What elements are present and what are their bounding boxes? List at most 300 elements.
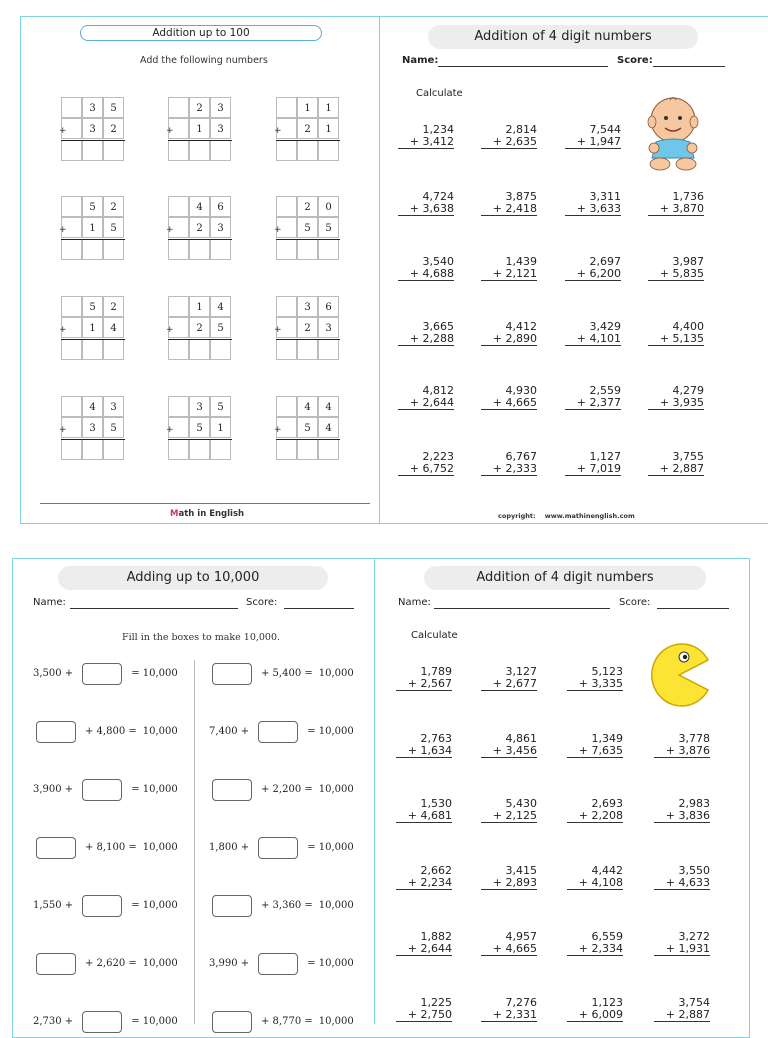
addend-top: 7,276 [505, 996, 537, 1009]
addend-bottom: + 4,665 [481, 943, 537, 956]
ws2-score-label: Score: [617, 55, 653, 66]
addend-top: 4,442 [591, 864, 623, 877]
ws1-footer-line [40, 503, 370, 504]
ws2-problem [648, 256, 704, 281]
ws3-equation-right [206, 778, 357, 802]
plus-sign: + [274, 126, 282, 136]
ws4-problem [396, 798, 452, 823]
answer-box[interactable] [82, 663, 122, 685]
digit-cell: 1 [82, 217, 103, 238]
ws2-problem [398, 256, 454, 281]
addend-bottom: + 2,893 [481, 877, 537, 890]
ws3-equation-right [206, 1010, 357, 1034]
ws2-problem [481, 256, 537, 281]
sum-rule [276, 239, 340, 240]
digit-cell: 4 [210, 296, 231, 317]
answer-cell[interactable] [276, 140, 297, 161]
digit-cell [61, 296, 82, 317]
addend-top: 4,861 [505, 732, 537, 745]
ws2-problem [481, 321, 537, 346]
addend-bottom: + 2,331 [481, 1009, 537, 1022]
answer-box[interactable] [212, 895, 252, 917]
ws2-calc-label: Calculate [416, 88, 463, 99]
answer-cell[interactable] [82, 339, 103, 360]
sum-rule [168, 239, 232, 240]
equation-text: 1,800 + [209, 842, 250, 853]
plus-sign: + [59, 126, 67, 136]
addend-bottom: + 2,288 [398, 333, 454, 346]
brand-m: M [170, 509, 179, 519]
equation-text: 10,000 [142, 958, 178, 969]
addend-top: 4,930 [505, 384, 537, 397]
ws3-equation-right [206, 836, 357, 860]
addend-bottom: + 2,125 [481, 810, 537, 823]
addend-bottom: + 6,752 [398, 463, 454, 476]
addend-bottom: + 4,688 [398, 268, 454, 281]
plus-sign: + [59, 325, 67, 335]
equation-text: 3,500 + [33, 668, 74, 679]
answer-box[interactable] [36, 721, 76, 743]
digit-cell: 5 [82, 296, 103, 317]
sum-rule [276, 140, 340, 141]
addend-bottom: + 4,633 [654, 877, 710, 890]
digit-cell: 1 [82, 317, 103, 338]
addend-bottom: + 2,750 [396, 1009, 452, 1022]
ws2-problem [481, 385, 537, 410]
ws4-title: Addition of 4 digit numbers [424, 566, 706, 590]
answer-cell[interactable] [210, 140, 231, 161]
equation-text: 3,900 + [33, 784, 74, 795]
addend-bottom: + 2,887 [648, 463, 704, 476]
addend-top: 3,755 [672, 450, 704, 463]
digit-cell [276, 296, 297, 317]
pacman-illustration [648, 642, 710, 708]
ws2-name-label: Name: [402, 55, 439, 66]
answer-box[interactable] [212, 663, 252, 685]
addend-top: 2,223 [422, 450, 454, 463]
addend-top: 6,559 [591, 930, 623, 943]
answer-cell[interactable] [276, 339, 297, 360]
plus-sign: + [274, 425, 282, 435]
answer-cell[interactable] [318, 239, 339, 260]
ws4-problem [481, 733, 537, 758]
addend-top: 1,123 [591, 996, 623, 1009]
ws1-instruction: Add the following numbers [140, 55, 268, 66]
answer-box[interactable] [258, 837, 298, 859]
ws4-problem [396, 666, 452, 691]
addend-bottom: + 2,887 [654, 1009, 710, 1022]
addend-top: 1,736 [672, 190, 704, 203]
answer-cell[interactable] [82, 439, 103, 460]
digit-cell: 3 [210, 97, 231, 118]
addend-bottom: + 1,931 [654, 943, 710, 956]
answer-box[interactable] [82, 895, 122, 917]
answer-box[interactable] [36, 953, 76, 975]
ws3-equation-left [30, 720, 181, 744]
ws2-problem [648, 385, 704, 410]
ws4-name-label: Name: [398, 597, 431, 608]
ws2-copyright [498, 512, 635, 520]
digit-cell [276, 396, 297, 417]
digit-cell: 4 [189, 196, 210, 217]
digit-cell: 3 [210, 118, 231, 139]
ws4-score-label: Score: [619, 597, 651, 608]
addend-bottom: + 3,638 [398, 203, 454, 216]
equation-text: + 2,200 = [261, 784, 313, 795]
answer-cell[interactable] [61, 140, 82, 161]
sum-rule [61, 140, 125, 141]
plus-sign: + [59, 425, 67, 435]
equation-text: = 10,000 [307, 958, 354, 969]
addend-bottom: + 4,101 [565, 333, 621, 346]
ws4-problem [654, 733, 710, 758]
plus-sign: + [166, 225, 174, 235]
sum-rule [168, 439, 232, 440]
digit-cell: 5 [189, 417, 210, 438]
ws1-problem [276, 396, 340, 461]
addend-bottom: + 2,334 [567, 943, 623, 956]
equation-text: 10,000 [318, 784, 354, 795]
ws1-problem [276, 296, 340, 361]
answer-cell[interactable] [318, 439, 339, 460]
answer-cell[interactable] [103, 239, 124, 260]
addend-bottom: + 4,665 [481, 397, 537, 410]
addend-bottom: + 2,418 [481, 203, 537, 216]
ws2-problem [648, 451, 704, 476]
sum-rule [168, 140, 232, 141]
addend-top: 3,550 [678, 864, 710, 877]
addend-top: 6,767 [505, 450, 537, 463]
plus-sign: + [166, 325, 174, 335]
answer-cell[interactable] [61, 439, 82, 460]
ws1-brand [170, 509, 244, 519]
addend-top: 4,279 [672, 384, 704, 397]
addend-bottom: + 3,836 [654, 810, 710, 823]
ws4-name-line[interactable] [434, 608, 610, 609]
digit-cell: 2 [189, 217, 210, 238]
addend-top: 4,412 [505, 320, 537, 333]
answer-cell[interactable] [297, 140, 318, 161]
addend-top: 3,311 [589, 190, 621, 203]
digit-cell [168, 196, 189, 217]
ws3-equation-right [206, 894, 357, 918]
ws2-problem [565, 451, 621, 476]
addend-bottom: + 3,633 [565, 203, 621, 216]
ws3-name-line[interactable] [70, 608, 238, 609]
ws4-problem [567, 931, 623, 956]
plus-sign: + [166, 425, 174, 435]
digit-cell: 5 [82, 196, 103, 217]
answer-cell[interactable] [103, 339, 124, 360]
equation-text: 7,400 + [209, 726, 250, 737]
ws2-problem [648, 191, 704, 216]
digit-cell: 5 [103, 417, 124, 438]
addend-bottom: + 5,135 [648, 333, 704, 346]
ws4-problem [481, 865, 537, 890]
equation-text: + 5,400 = [261, 668, 313, 679]
addend-top: 1,225 [420, 996, 452, 1009]
addend-bottom: + 3,335 [567, 678, 623, 691]
answer-cell[interactable] [168, 439, 189, 460]
ws2-title: Addition of 4 digit numbers [428, 25, 698, 49]
bottom-divider [374, 558, 375, 1024]
answer-cell[interactable] [276, 439, 297, 460]
ws2-problem [398, 191, 454, 216]
addend-bottom: + 4,681 [396, 810, 452, 823]
ws3-instruction: Fill in the boxes to make 10,000. [122, 632, 281, 643]
answer-cell[interactable] [189, 239, 210, 260]
addend-bottom: + 2,121 [481, 268, 537, 281]
copyright-label: copyright: [498, 512, 536, 520]
answer-cell[interactable] [82, 140, 103, 161]
ws2-problem [565, 385, 621, 410]
answer-cell[interactable] [189, 439, 210, 460]
answer-box[interactable] [212, 779, 252, 801]
plus-sign: + [59, 225, 67, 235]
digit-cell: 6 [318, 296, 339, 317]
addend-bottom: + 1,947 [565, 136, 621, 149]
sum-rule [61, 439, 125, 440]
digit-cell: 3 [297, 296, 318, 317]
addend-top: 3,415 [505, 864, 537, 877]
answer-cell[interactable] [297, 339, 318, 360]
equation-text: = 10,000 [131, 900, 178, 911]
digit-cell: 4 [318, 417, 339, 438]
digit-cell: 2 [189, 97, 210, 118]
addend-top: 1,530 [420, 797, 452, 810]
ws4-problem [396, 733, 452, 758]
sum-rule [168, 339, 232, 340]
answer-cell[interactable] [189, 339, 210, 360]
answer-cell[interactable] [168, 239, 189, 260]
answer-cell[interactable] [318, 140, 339, 161]
ws4-score-line[interactable] [657, 608, 729, 609]
equation-text: = 10,000 [307, 842, 354, 853]
addend-top: 2,559 [589, 384, 621, 397]
ws4-problem [567, 997, 623, 1022]
equation-text: + 4,800 = [85, 726, 137, 737]
addend-top: 2,983 [678, 797, 710, 810]
ws3-title: Adding up to 10,000 [58, 566, 328, 590]
ws1-problem [168, 396, 232, 461]
ws2-problem [565, 321, 621, 346]
answer-box[interactable] [258, 721, 298, 743]
addend-top: 1,789 [420, 665, 452, 678]
digit-cell: 1 [189, 118, 210, 139]
ws4-problem [481, 997, 537, 1022]
digit-cell [276, 196, 297, 217]
sum-rule [276, 339, 340, 340]
equation-text: = 10,000 [131, 668, 178, 679]
addend-top: 3,429 [589, 320, 621, 333]
digit-cell [61, 97, 82, 118]
answer-cell[interactable] [61, 339, 82, 360]
addend-top: 1,882 [420, 930, 452, 943]
ws1-problem [61, 396, 125, 461]
ws2-problem [481, 124, 537, 149]
answer-cell[interactable] [210, 439, 231, 460]
addend-top: 3,987 [672, 255, 704, 268]
digit-cell: 1 [318, 118, 339, 139]
ws4-problem [481, 931, 537, 956]
digit-cell: 1 [210, 417, 231, 438]
answer-cell[interactable] [168, 140, 189, 161]
ws3-score-label: Score: [246, 597, 278, 608]
digit-cell: 6 [210, 196, 231, 217]
digit-cell: 5 [210, 396, 231, 417]
digit-cell: 3 [210, 217, 231, 238]
ws2-problem [565, 124, 621, 149]
digit-cell [276, 97, 297, 118]
digit-cell [168, 97, 189, 118]
digit-cell: 2 [103, 118, 124, 139]
addend-bottom: + 2,333 [481, 463, 537, 476]
digit-cell: 5 [297, 217, 318, 238]
addend-top: 1,234 [422, 123, 454, 136]
addend-top: 4,812 [422, 384, 454, 397]
ws1-problem [61, 196, 125, 261]
digit-cell: 1 [297, 97, 318, 118]
answer-cell[interactable] [82, 239, 103, 260]
ws2-problem [481, 191, 537, 216]
digit-cell: 4 [103, 317, 124, 338]
digit-cell: 2 [103, 296, 124, 317]
answer-cell[interactable] [61, 239, 82, 260]
ws4-problem [396, 997, 452, 1022]
addend-top: 3,778 [678, 732, 710, 745]
ws1-problem [168, 97, 232, 162]
addend-bottom: + 2,567 [396, 678, 452, 691]
ws2-score-line[interactable] [653, 66, 725, 67]
ws4-problem [567, 865, 623, 890]
addend-bottom: + 2,208 [567, 810, 623, 823]
addend-bottom: + 3,870 [648, 203, 704, 216]
digit-cell: 4 [82, 396, 103, 417]
answer-cell[interactable] [297, 239, 318, 260]
answer-cell[interactable] [297, 439, 318, 460]
ws1-problem [61, 296, 125, 361]
answer-box[interactable] [82, 1011, 122, 1033]
equation-text: + 8,100 = [85, 842, 137, 853]
addend-bottom: + 2,644 [398, 397, 454, 410]
addend-bottom: + 6,009 [567, 1009, 623, 1022]
addend-bottom: + 3,935 [648, 397, 704, 410]
digit-cell [168, 296, 189, 317]
answer-cell[interactable] [318, 339, 339, 360]
addend-bottom: + 1,634 [396, 745, 452, 758]
addend-top: 1,439 [505, 255, 537, 268]
addend-bottom: + 2,234 [396, 877, 452, 890]
top-divider [379, 16, 380, 524]
ws1-title: Addition up to 100 [80, 25, 322, 41]
addend-top: 4,724 [422, 190, 454, 203]
equation-text: 1,550 + [33, 900, 74, 911]
equation-text: 2,730 + [33, 1016, 74, 1027]
ws3-name-label: Name: [33, 597, 66, 608]
ws2-problem [398, 124, 454, 149]
equation-text: 10,000 [142, 842, 178, 853]
addend-bottom: + 4,108 [567, 877, 623, 890]
equation-text: = 10,000 [131, 784, 178, 795]
equation-text: 10,000 [142, 726, 178, 737]
equation-text: 10,000 [318, 668, 354, 679]
ws3-equation-left [30, 1010, 181, 1034]
addend-top: 3,665 [422, 320, 454, 333]
ws3-score-line[interactable] [284, 608, 354, 609]
digit-cell: 3 [318, 317, 339, 338]
sum-rule [61, 339, 125, 340]
equation-text: 10,000 [318, 900, 354, 911]
digit-cell: 5 [297, 417, 318, 438]
ws1-problem [61, 97, 125, 162]
digit-cell: 1 [189, 296, 210, 317]
digit-cell: 3 [189, 396, 210, 417]
answer-cell[interactable] [103, 140, 124, 161]
answer-cell[interactable] [210, 239, 231, 260]
answer-box[interactable] [36, 837, 76, 859]
digit-cell: 2 [189, 317, 210, 338]
addend-bottom: + 2,377 [565, 397, 621, 410]
answer-cell[interactable] [189, 140, 210, 161]
answer-box[interactable] [212, 1011, 252, 1033]
ws4-problem [567, 798, 623, 823]
digit-cell: 0 [318, 196, 339, 217]
answer-cell[interactable] [168, 339, 189, 360]
ws3-equation-left [30, 952, 181, 976]
sum-rule [61, 239, 125, 240]
addend-bottom: + 7,019 [565, 463, 621, 476]
addend-bottom: + 3,876 [654, 745, 710, 758]
ws4-problem [396, 931, 452, 956]
answer-cell[interactable] [103, 439, 124, 460]
ws1-problem [276, 97, 340, 162]
addend-top: 1,127 [589, 450, 621, 463]
brand-rest: ath in English [178, 509, 245, 519]
digit-cell: 4 [297, 396, 318, 417]
ws2-problem [648, 321, 704, 346]
plus-sign: + [274, 225, 282, 235]
addend-bottom: + 2,677 [481, 678, 537, 691]
answer-box[interactable] [258, 953, 298, 975]
addend-top: 3,875 [505, 190, 537, 203]
ws4-problem [567, 666, 623, 691]
answer-cell[interactable] [210, 339, 231, 360]
digit-cell: 5 [318, 217, 339, 238]
answer-cell[interactable] [276, 239, 297, 260]
digit-cell: 5 [210, 317, 231, 338]
ws2-problem [481, 451, 537, 476]
addend-bottom: + 2,890 [481, 333, 537, 346]
plus-sign: + [274, 325, 282, 335]
addend-top: 2,662 [420, 864, 452, 877]
ws3-equation-left [30, 894, 181, 918]
digit-cell: 5 [103, 217, 124, 238]
ws2-name-line[interactable] [438, 66, 608, 67]
answer-box[interactable] [82, 779, 122, 801]
digit-cell: 4 [318, 396, 339, 417]
ws3-equation-left [30, 662, 181, 686]
addend-top: 5,430 [505, 797, 537, 810]
ws1-problem [276, 196, 340, 261]
ws4-problem [567, 733, 623, 758]
digit-cell: 2 [297, 118, 318, 139]
addend-bottom: + 3,456 [481, 745, 537, 758]
ws4-problem [481, 666, 537, 691]
addend-top: 3,754 [678, 996, 710, 1009]
digit-cell [61, 196, 82, 217]
addend-bottom: + 2,644 [396, 943, 452, 956]
ws2-problem [565, 256, 621, 281]
